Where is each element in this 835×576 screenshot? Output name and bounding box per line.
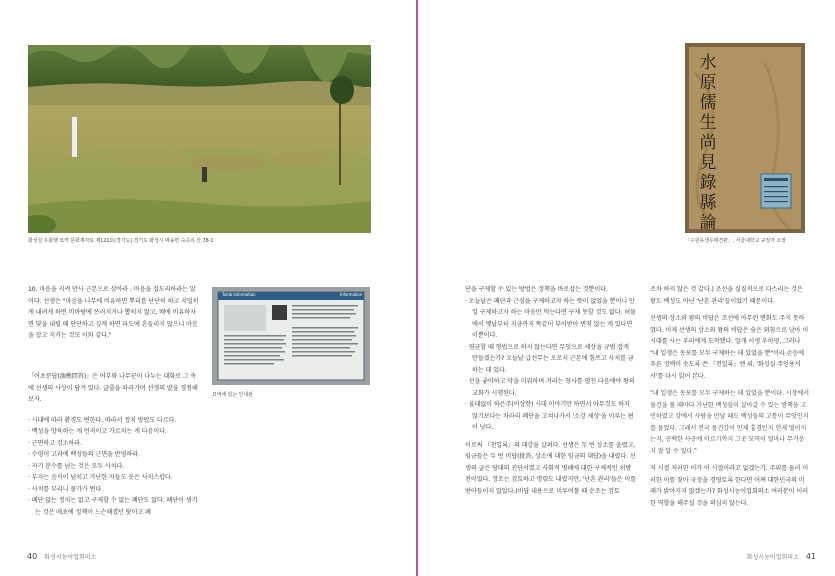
right-folio [747,552,821,561]
list-item: · 자기 분수를 넘는 것은 모두 사치다. [28,461,198,473]
book-title-column [697,53,719,233]
sign-header-left: Tomb Information [222,292,256,297]
list-item: · 시대에 따라 환경도 변한다. 따라서 정치 방법도 다르다. [28,415,198,427]
col2-paragraph-2: 선생의 상소와 왕의 비답은 조선에 아무런 변화도 주지 못하였다. 이제 선생의 상소와 왕의 비답은 숨은 외침으로 남아 이 시대를 사는 우리에게 도착했다. 일개 서생 우하영, 그러나 "내 일생은 동포를 모두 구제하는 데 있었을 뿐"이라 손등에 푸른 정맥이 솟도록 쓴 『천일록』엔 위, '화성실 주인용서서'를 다시 읽어 본다. [650,315,809,380]
list-item: · 오늘날은 폐단과 근심을 구제하고자 하는 뜻이 없었을 뿐이니 만일 구제하고자 하는 마음만 먹는다면 구제 못할 것도 없다. 허물에서 옛날부터 지금까지 똑같이 부어받아 변치 않는 게 있다면 이뿐이다. [465,296,636,342]
photo-caption: 화성실 우화행 묘역 문화재자료 제121호(경기도) 경기도 화성시 매송면 숙곡리 산 78-1 [28,238,214,244]
col1-bullet-list [465,296,636,434]
left-text-top [28,284,200,348]
information-sign-image [212,287,370,385]
list-item: · 부자는 음식이 넘치고 가난한 자들도 옷은 사치스럽다. [28,472,198,484]
left-page [0,0,417,576]
list-item: · 선을 좋아하고 악을 미워하며 거리는 청사를 펼친 다음에야 왕의 교화가 시행된다. [465,376,636,399]
book-photo [685,43,805,233]
left-bullet-list [28,415,198,519]
paragraph-2: 「어초문답(漁樵問答)」은 어부와 나무꾼이 나누는 대화로 그 속에 선생의 사상이 담겨 있다. 글줄을 따라가며 선생의 말을 경청해보자. [28,373,198,403]
sign-header-right: Information [340,292,363,297]
page-number: 41 [805,552,816,561]
list-item: · 백성을 양육하는 게 먼저이고 가르치는 게 다음이다. [28,426,198,438]
left-folio [22,552,96,561]
col2-paragraph-1: 조차 하지 않은 것 같다.) 조선을 실질적으로 다스리는 것은 왕도 백성도 아닌 '난흔 관리'들이었기 때문이다. [650,286,803,305]
sign-photo [212,287,370,385]
col1-paragraph-2: 이로써 『천일록』의 대강을 살펴다. 선생은 두 번 상소를 올렸고, 임금들은 두 번 비답(批答, 상소에 대한 임금의 대답)을 내렸다. 선생의 글은 당대의 진단서였고 사회적 병폐에 대한 구체적인 처방전이었다. 정조는 검토하고 명령도 내렸지만, '난흔 관리'들은 이를 받아들이지 않았다.(비답 내용으로 미루어볼 때 순조는 검토 [465,441,636,495]
book-title-char: 尚 [699,133,717,153]
sign-caption: 묘역에 있는 안내판 [212,392,253,398]
book-title-char: 水 [699,53,717,73]
list-item: · 염균할 때 형법으로 하지 않는다면 무엇으로 세상을 규범 잡게 만들겠는가? 오늘날 급선무는 오로지 근본에 힘쓰고 사치를 금하는 데 있다. [465,342,636,377]
tomb-landscape-image [28,45,371,233]
col2-paragraph-3: 저 시절 저러한 이가 이 시절이라고 없겠는가. 주위를 둘러 이러한 이를 찾아 국정을 경영토록 한다면 어쩌 대한민국의 미래가 밝아지지 않겠는가? 화성시농어업회의소 여러분이 이러한 역할을 해주실 것을 의심치 않는다. [650,465,809,507]
col2-quote: "내 일생은 동포를 모두 구제하는 데 있었을 뿐이다. 시장에서 물건을 볼 때마다 가난한 백성들이 살아갈 수 있는 방책을 고민하였고 강에서 사람을 만날 때도 백성들의 고통이 무엇인지를 물었다. 그래서 전국 몸건강이 언제 흉겸인지 언제 떨어지는지, 공백한 사공에 이르기까지 그곳 모역이 얼마나 무거운지 잘 알 수 있다." [650,390,809,455]
list-item: · 사치를 부리니 물가가 뛴다. [28,484,198,496]
list-item: · 폐단 없는 정치는 없고 구제할 수 없는 폐단도 없다. 폐단이 생기는 것은 애초에 정책이 느슨해졌던 탓이고 폐 [28,495,198,518]
spine-divider [416,0,418,576]
left-text-bottom [28,371,198,524]
book-title-char: 見 [699,153,717,173]
list-item: · 근면하고 검소하라. [28,438,198,450]
book-title-char: 原 [699,73,717,93]
book-title-char: 儒 [699,93,717,113]
right-col-1 [465,284,636,503]
running-title: 화성시농어업회의소 [44,554,97,561]
book-title-char: 縣 [699,193,717,213]
paragraph-1: 10. 마음을 지켜 만사 근본으로 삼아라 : 마음을 집도리하라는 말이다. 선생은 "마음을 나무에 비유하면 뿌리를 단단히 하고 치밀히게 내려게 하면 비바람에 쓰러지거나 뽑히지 않고, 배에 비유하자면 닻을 내릴 때 단단하고 깊게 하면 파도에 흔들리지 않으니 마음을 잡고 지키는 것도 이와 같다." [28,286,199,339]
col1-paragraph-1: 단을 구제할 수 있는 방법은 정책을 바로잡는 것뿐이다. [465,286,608,293]
running-title: 화성시농어업회의소 [746,554,799,561]
book-title-char: 論 [699,213,717,233]
page-number: 40 [27,552,38,561]
tomb-photo [28,45,371,233]
right-col-2 [650,284,810,515]
right-page [419,0,835,576]
book-title-char: 生 [699,113,717,133]
list-item: · 수령이 고과에 백성들의 근면을 반영하라. [28,449,198,461]
book-title-char: 錄 [699,173,717,193]
list-item: · 올대없이 하은주(이상향) 시대 이야기만 하면서 아무것도 하지 않기보다는 차라리 폐단을 고쳐나가서 '소강 세상'을 이루는 편이 낫다. [465,399,636,434]
book-caption: 「수원유생우태견관」, 서울대학교 규장각 소장 [685,238,786,244]
